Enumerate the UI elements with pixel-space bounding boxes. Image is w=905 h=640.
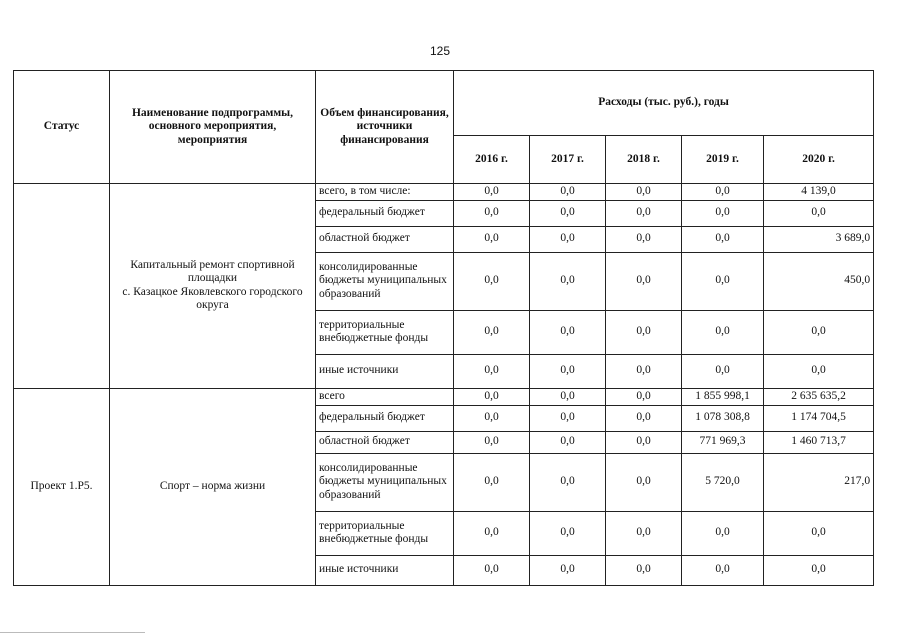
source-cell: консолидированные бюджеты муниципальных образований — [316, 453, 454, 511]
value-cell: 0,0 — [530, 405, 606, 431]
value-cell: 1 855 998,1 — [682, 388, 764, 405]
value-cell: 0,0 — [606, 453, 682, 511]
scan-edge-line — [0, 632, 145, 633]
source-cell: всего, в том числе: — [316, 184, 454, 201]
value-cell: 0,0 — [454, 388, 530, 405]
value-cell: 0,0 — [682, 252, 764, 310]
value-cell: 0,0 — [454, 184, 530, 201]
value-cell: 0,0 — [606, 405, 682, 431]
value-cell: 1 078 308,8 — [682, 405, 764, 431]
header-status: Статус — [14, 71, 110, 184]
source-cell: федеральный бюджет — [316, 405, 454, 431]
value-cell: 0,0 — [454, 354, 530, 388]
value-cell: 0,0 — [606, 555, 682, 585]
value-cell: 0,0 — [530, 453, 606, 511]
source-cell: федеральный бюджет — [316, 200, 454, 226]
value-cell: 0,0 — [454, 511, 530, 555]
status-cell: Проект 1.Р5. — [14, 388, 110, 585]
value-cell: 0,0 — [606, 431, 682, 453]
value-cell: 3 689,0 — [764, 226, 874, 252]
header-year: 2020 г. — [764, 136, 874, 184]
value-cell: 0,0 — [454, 405, 530, 431]
value-cell: 0,0 — [530, 354, 606, 388]
value-cell: 0,0 — [530, 310, 606, 354]
value-cell: 0,0 — [454, 226, 530, 252]
value-cell: 0,0 — [530, 555, 606, 585]
value-cell: 0,0 — [530, 431, 606, 453]
value-cell: 0,0 — [606, 252, 682, 310]
header-volume: Объем финансирования, источники финансирования — [316, 71, 454, 184]
value-cell: 0,0 — [682, 184, 764, 201]
source-cell: территориальные внебюджетные фонды — [316, 511, 454, 555]
header-expenses: Расходы (тыс. руб.), годы — [454, 71, 874, 136]
name-cell — [110, 184, 316, 389]
value-cell: 5 720,0 — [682, 453, 764, 511]
value-cell: 0,0 — [606, 388, 682, 405]
header-year: 2017 г. — [530, 136, 606, 184]
value-cell: 0,0 — [530, 511, 606, 555]
value-cell: 0,0 — [764, 200, 874, 226]
value-cell: 0,0 — [764, 310, 874, 354]
header-year: 2018 г. — [606, 136, 682, 184]
value-cell: 0,0 — [454, 200, 530, 226]
value-cell: 0,0 — [454, 555, 530, 585]
value-cell: 0,0 — [682, 511, 764, 555]
source-cell: иные источники — [316, 555, 454, 585]
value-cell: 0,0 — [764, 354, 874, 388]
source-cell: иные источники — [316, 354, 454, 388]
value-cell: 0,0 — [682, 354, 764, 388]
value-cell: 771 969,3 — [682, 431, 764, 453]
status-cell — [14, 184, 110, 389]
value-cell: 0,0 — [606, 200, 682, 226]
value-cell: 0,0 — [530, 200, 606, 226]
value-cell: 0,0 — [454, 252, 530, 310]
name-line: с. Казацкое Яковлевского городского округа — [122, 285, 303, 312]
name-line: Спорт – норма жизни — [159, 479, 266, 492]
header-year: 2019 г. — [682, 136, 764, 184]
value-cell: 0,0 — [682, 555, 764, 585]
value-cell: 0,0 — [606, 226, 682, 252]
value-cell: 0,0 — [530, 184, 606, 201]
value-cell: 0,0 — [454, 310, 530, 354]
name-cell — [110, 388, 316, 585]
table-row — [14, 184, 874, 201]
source-cell: консолидированные бюджеты муниципальных образований — [316, 252, 454, 310]
value-cell: 4 139,0 — [764, 184, 874, 201]
value-cell: 0,0 — [764, 511, 874, 555]
name-line: Капитальный ремонт спортивной площадки — [130, 258, 295, 285]
value-cell: 1 174 704,5 — [764, 405, 874, 431]
value-cell: 0,0 — [530, 226, 606, 252]
value-cell: 0,0 — [530, 388, 606, 405]
source-cell: областной бюджет — [316, 431, 454, 453]
value-cell: 0,0 — [682, 226, 764, 252]
source-cell: территориальные внебюджетные фонды — [316, 310, 454, 354]
value-cell: 450,0 — [764, 252, 874, 310]
value-cell: 1 460 713,7 — [764, 431, 874, 453]
value-cell: 0,0 — [606, 511, 682, 555]
value-cell: 0,0 — [454, 431, 530, 453]
value-cell: 0,0 — [682, 310, 764, 354]
value-cell: 0,0 — [606, 354, 682, 388]
value-cell: 0,0 — [454, 453, 530, 511]
value-cell: 2 635 635,2 — [764, 388, 874, 405]
source-cell: областной бюджет — [316, 226, 454, 252]
value-cell: 0,0 — [606, 310, 682, 354]
value-cell: 0,0 — [606, 184, 682, 201]
header-name: Наименование подпрограммы, основного мероприятия, мероприятия — [110, 71, 316, 184]
value-cell: 0,0 — [530, 252, 606, 310]
table-row — [14, 388, 874, 405]
source-cell: всего — [316, 388, 454, 405]
value-cell: 0,0 — [764, 555, 874, 585]
page-number: 125 — [429, 44, 451, 58]
value-cell: 0,0 — [682, 200, 764, 226]
header-year: 2016 г. — [454, 136, 530, 184]
budget-table — [13, 70, 874, 586]
value-cell: 217,0 — [764, 453, 874, 511]
